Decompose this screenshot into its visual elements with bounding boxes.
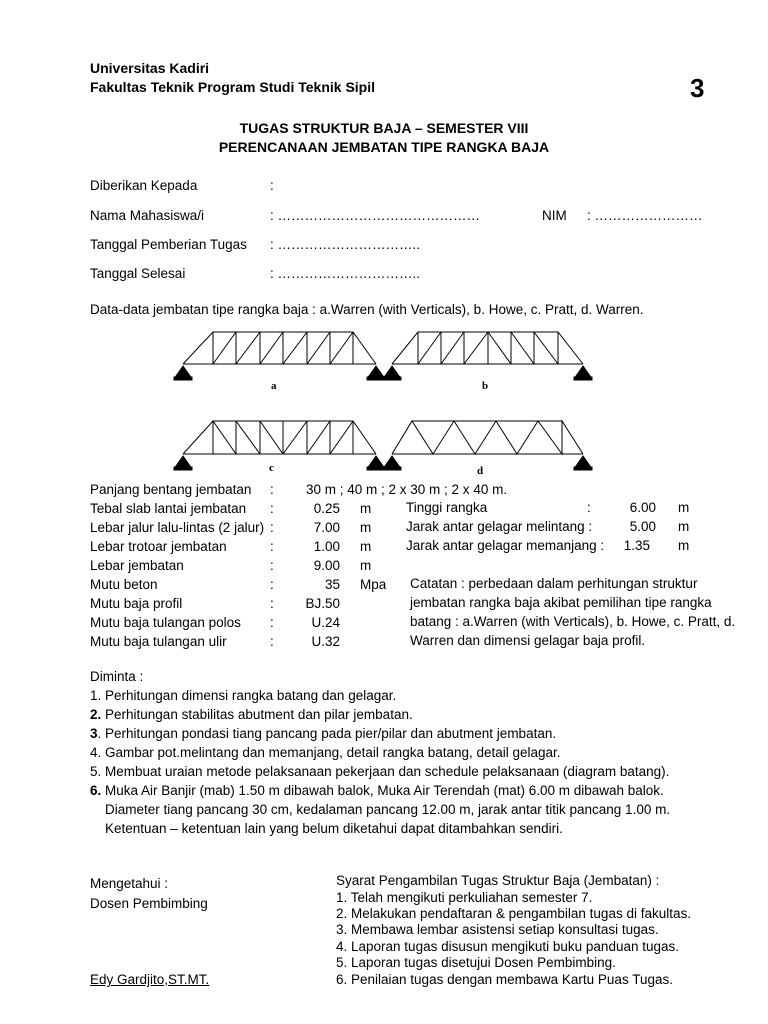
given-to-label: Diberikan Kepada <box>90 178 198 193</box>
data-label: Mutu baja profil <box>90 596 183 611</box>
note-line-4: Warren dan dimensi gelagar baja profil. <box>410 633 646 648</box>
requested-continuation: Diameter tiang pancang 30 cm, kedalaman pancang 12.00 m, jarak antar titik pancang 1.00 m. <box>105 802 671 817</box>
cross-girder-spacing-value: 5.00 <box>629 519 656 534</box>
data-colon: : <box>270 558 274 573</box>
requirements-heading: Syarat Pengambilan Tugas Struktur Baja (Jembatan) : <box>336 873 660 888</box>
frame-height-colon: : <box>587 500 591 515</box>
requirement-item: 2. Melakukan pendaftaran & pengambilan tugas di fakultas. <box>336 906 691 921</box>
truss-b <box>392 332 583 364</box>
cross-girder-spacing-label: Jarak antar gelagar melintang : <box>406 519 593 534</box>
data-value: 9.00 <box>313 558 340 573</box>
data-label: Mutu baja tulangan ulir <box>90 634 227 649</box>
page-number: 3 <box>690 73 705 103</box>
requested-item: 6. Muka Air Banjir (mab) 1.50 m dibawah balok, Muka Air Terendah (mat) 6.00 m dibawah balok. <box>90 783 664 798</box>
data-colon: : <box>270 615 274 630</box>
support-a-right <box>367 366 385 380</box>
support-c-left <box>174 456 192 470</box>
note-line-3: batang : a.Warren (with Verticals), b. Howe, c. Pratt, d. <box>410 614 736 629</box>
data-colon: : <box>270 539 274 554</box>
requested-heading: Diminta : <box>90 669 144 684</box>
data-label: Tebal slab lantai jembatan <box>90 501 247 516</box>
data-colon: : <box>270 482 274 497</box>
data-unit: m <box>360 539 372 554</box>
support-b-right <box>574 366 592 380</box>
requested-item: 3. Perhitungan pondasi tiang pancang pada pier/pilar dan abutment jembatan. <box>90 726 557 741</box>
requested-item: 2. Perhitungan stabilitas abutment dan pilar jembatan. <box>90 707 413 722</box>
requested-item: 5. Membuat uraian metode pelaksanaan pekerjaan dan schedule pelaksanaan (diagram batang). <box>90 764 670 779</box>
support-d-left <box>383 456 401 470</box>
requested-continuation: Ketentuan – ketentuan lain yang belum diketahui dapat ditambahkan sendiri. <box>105 821 563 836</box>
requested-item: 4. Gambar pot.melintang dan memanjang, detail rangka batang, detail gelagar. <box>90 745 561 760</box>
truss-d <box>392 421 583 454</box>
note-line-2: jembatan rangka baja akibat pemilihan tipe rangka <box>410 595 712 610</box>
university-name: Universitas Kadiri <box>90 60 210 76</box>
supervisor-role: Dosen Pembimbing <box>90 896 208 911</box>
support-a-left <box>174 366 192 380</box>
requirement-item: 1. Telah mengikuti perkuliahan semester 7. <box>336 890 593 905</box>
data-value: BJ.50 <box>305 596 340 611</box>
known-by-label: Mengetahui : <box>90 876 169 891</box>
data-value: U.32 <box>311 634 340 649</box>
data-colon: : <box>270 520 274 535</box>
truss-label-b: b <box>482 380 489 392</box>
data-label: Lebar trotoar jembatan <box>90 539 227 554</box>
title-line-2: PERENCANAAN JEMBATAN TIPE RANGKA BAJA <box>218 139 550 155</box>
data-value: 0.25 <box>313 501 340 516</box>
support-c-right <box>367 456 385 470</box>
date-given-field: : ………………………….. <box>270 237 421 252</box>
long-girder-spacing-label: Jarak antar gelagar memanjang : <box>406 538 605 553</box>
long-girder-spacing-value: 1.35 <box>623 538 650 553</box>
data-label: Lebar jalur lalu-lintas (2 jalur) <box>90 520 265 535</box>
data-label: Panjang bentang jembatan <box>90 482 252 497</box>
data-colon: : <box>270 501 274 516</box>
date-finished-field: : ………………………….. <box>270 266 421 281</box>
data-colon: : <box>270 577 274 592</box>
requirement-item: 4. Laporan tugas disusun mengikuti buku panduan tugas. <box>336 939 679 954</box>
cross-girder-spacing-unit: m <box>678 519 690 534</box>
nim-label: NIM <box>542 208 567 223</box>
data-value: 1.00 <box>313 539 340 554</box>
truss-label-c: c <box>269 462 274 474</box>
data-colon: : <box>270 596 274 611</box>
data-unit: m <box>360 501 372 516</box>
data-label: Lebar jembatan <box>90 558 184 573</box>
support-d-right <box>574 456 592 470</box>
data-value: 30 m ; 40 m ; 2 x 30 m ; 2 x 40 m. <box>306 482 508 497</box>
data-colon: : <box>270 634 274 649</box>
data-unit: m <box>360 520 372 535</box>
data-value: 7.00 <box>313 520 340 535</box>
truss-label-d: d <box>477 465 484 477</box>
requested-item: 1. Perhitungan dimensi rangka batang dan gelagar. <box>90 688 397 703</box>
date-given-label: Tanggal Pemberian Tugas <box>90 237 247 252</box>
requirement-item: 3. Membawa lembar asistensi setiap konsultasi tugas. <box>336 922 659 937</box>
intro-text: Data-data jembatan tipe rangka baja : a.Warren (with Verticals), b. Howe, c. Pratt, d. Warren. <box>90 302 644 317</box>
truss-label-a: a <box>271 380 277 392</box>
frame-height-value: 6.00 <box>629 500 656 515</box>
requirement-item: 6. Penilaian tugas dengan membawa Kartu Puas Tugas. <box>336 972 673 987</box>
data-label: Mutu beton <box>90 577 158 592</box>
truss-a <box>183 332 376 364</box>
title-line-1: TUGAS STRUKTUR BAJA – SEMESTER VIII <box>239 120 529 136</box>
note-line-1: Catatan : perbedaan dalam perhitungan struktur <box>410 576 698 591</box>
student-name-field: : ……………………………………… <box>270 208 481 223</box>
truss-c <box>183 421 376 454</box>
faculty-name: Fakultas Teknik Program Studi Teknik Sipil <box>90 79 375 95</box>
frame-height-unit: m <box>678 500 690 515</box>
support-b-left <box>383 366 401 380</box>
date-finished-label: Tanggal Selesai <box>90 266 186 281</box>
data-unit: Mpa <box>360 577 387 592</box>
supervisor-name: Edy Gardjito,ST.MT. <box>90 972 210 987</box>
data-value: 35 <box>324 577 340 592</box>
frame-height-label: Tinggi rangka <box>406 500 488 515</box>
long-girder-spacing-unit: m <box>678 538 690 553</box>
data-unit: m <box>360 558 372 573</box>
student-name-label: Nama Mahasiswa/i <box>90 208 205 223</box>
data-value: U.24 <box>311 615 340 630</box>
requirement-item: 5. Laporan tugas disetujui Dosen Pembimbing. <box>336 955 616 970</box>
data-label: Mutu baja tulangan polos <box>90 615 241 630</box>
given-to-colon: : <box>270 178 274 193</box>
nim-field: : …………………… <box>587 208 703 223</box>
